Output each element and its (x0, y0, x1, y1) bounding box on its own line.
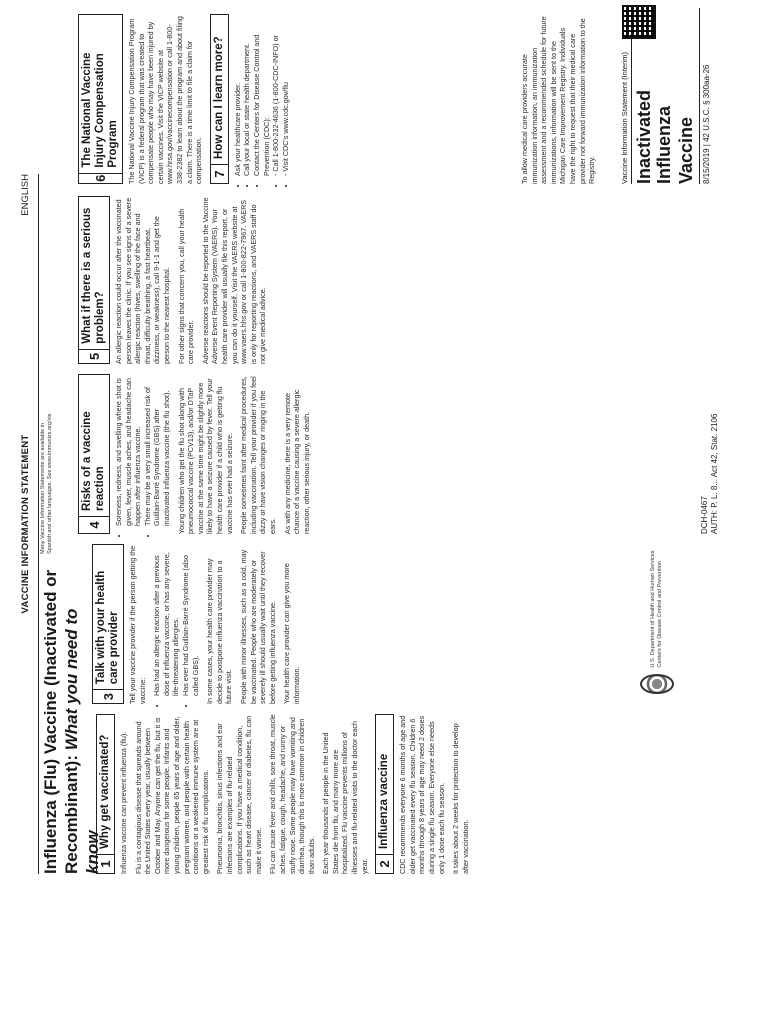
paragraph: CDC recommends everyone 6 months of age and older get vaccinated every flu season. Children 6 months through 8 years of age may need 2 doses during a single flu season. Everyone else needs only 1 dose each flu season. (398, 715, 446, 874)
paragraph: In some cases, your health care provider may decide to postpone influenza vaccination to a future visit. (205, 558, 234, 704)
header-bar (16, 174, 39, 874)
michigan-registry-note (520, 14, 602, 184)
language-note: Many Vaccine Information Statements are available in Spanish and other languages. See www.immunize.org/vis (40, 413, 53, 554)
section-title: How can I learn more? (212, 36, 225, 159)
list-item: • Ask your healthcare provider. (233, 14, 243, 176)
title-line2-prefix: Recombinant): (62, 750, 81, 874)
authority-line: AUTH: P. L. 8... Act 42, Stat. 2106 (710, 413, 719, 534)
paragraph: An allergic reaction could occur after the vaccinated person leaves the clinic. If you see signs of a severe allergic reaction (hives, swelling of the face and throat, difficulty breathing, a fast heartbeat, dizziness, or weakness), call 9-1-1 and get the person to the nearest hospital. (114, 197, 171, 364)
section-2-heading (375, 714, 394, 874)
paragraph: Each year thousands of people in the United States die from flu, and many more are hospitalized. Flu vaccine prevents millions of illnesses and flu-related visits to the doctor each year. (321, 720, 369, 874)
paragraph: For other signs that concern you, call your health care provider. (176, 208, 196, 364)
column-5 (72, 14, 295, 184)
section-1-heading (96, 714, 115, 874)
list-item: • Has had an allergic reaction after a previous dose of influenza vaccine, or has any severe, life-threatening allergies. (152, 544, 181, 696)
vaccine-name-line2: Vaccine (676, 116, 696, 184)
vaccine-name-line1: Inactivated Influenza (634, 89, 674, 184)
paragraph: People with minor illnesses, such as a cold, may be vaccinated. People who are moderately or severely ill should usually wait until they recover before getting influenza vaccine. (238, 549, 277, 704)
list-item: • - Visit CDC's www.cdc.gov/flu (281, 14, 291, 176)
section-3-heading (92, 544, 124, 704)
list-item: • Call your local or state health department. (242, 14, 252, 176)
document-type: VACCINE INFORMATION STATEMENT (20, 434, 31, 614)
form-codes (700, 334, 720, 534)
list-item: • Soreness, redness, and swelling where shot is given, fever, muscle aches, and headache can happen after influenza vaccine. (114, 374, 143, 526)
title-line1: Influenza (Flu) Vaccine (Inactivated or (41, 569, 60, 874)
list-item: • - Call 1-800-232-4636 (1-800-CDC-INFO) or (271, 14, 281, 176)
section-number: 5 (79, 349, 109, 363)
section-title: Why get vaccinated? (99, 734, 111, 849)
paragraph: People sometimes faint after medical procedures, including vaccination. Tell your provider if you feel dizzy or have vision changes or ringing in the ears. (239, 376, 277, 534)
vis-label: Vaccine Information Statement (Interim) (620, 8, 632, 184)
list-item: • Has ever had Guillain-Barré Syndrome (also called GBS). (181, 544, 200, 696)
column-4 (72, 196, 273, 364)
list-item: • There may be a very small increased risk of Guillain-Barré Syndrome (GBS) after inactivated influenza vaccine (the flu shot). (143, 374, 172, 526)
section-title: Influenza vaccine (378, 753, 391, 849)
column-1 (90, 714, 475, 874)
qr-code-icon (622, 5, 656, 39)
section-title: Talk with your health care provider (95, 570, 120, 685)
paragraph: The National Vaccine Injury Compensation Program (VICP) is a federal program that was created to compensate people who may have been injured by certain vaccines. Visit the VICP website at www.hrsa.gov/vaccinecompensation or call 1-800-338-2382 to learn about the program and about filing a claim. There is a time limit to file a claim for compensation. (127, 16, 204, 184)
column-3 (72, 374, 316, 534)
section-number: 1 (97, 854, 114, 873)
paragraph: Adverse reactions should be reported to the Vaccine Adverse Event Reporting System (VAERS). Your health care provider will usually file this report, or you can do it yourself. Visit the VAERS website at www.vaers.hhs.gov or call 1-800-822-7967. VAERS is only for reporting reactions, and VAERS staff do not give medical advice. (200, 197, 268, 364)
paragraph: Your health care provider can give you more information. (282, 563, 301, 704)
section-number: 3 (93, 689, 123, 703)
paragraph: Flu can cause fever and chills, sore throat, muscle aches, fatigue, cough, headache, and runny or stuffy nose. Some people may have vomiting and diarrhea, though this is more common in children than adults. (268, 714, 316, 874)
language-label: ENGLISH (20, 174, 31, 216)
hhs-cdc-logo (640, 544, 674, 694)
date-citation: 8/15/2019 | 42 U.S.C. § 300aa-26 (699, 8, 712, 184)
section-number: 4 (79, 516, 109, 533)
paragraph: Pneumonia, bronchitis, sinus infections and ear infections are examples of flu-related complications. If you have a medical condition, such as heart disease, cancer or diabetes, flu can make it worse. (215, 715, 263, 874)
paragraph: Flu is a contagious disease that spreads around the United States every year, usually between October and May. Anyone can get the flu, but it is more dangerous for some people. Infants and young children, people 65 years of age and older, pregnant women, and people with certain health conditions or a weakened immune system are at greatest risk of flu complications. (133, 716, 210, 874)
cdc-seal-icon (640, 674, 674, 694)
section-title: Risks of a vaccine reaction (81, 411, 106, 512)
column-2 (86, 544, 307, 704)
section-number: 6 (79, 173, 122, 183)
section-number: 2 (376, 854, 393, 873)
section-6-heading (78, 14, 123, 184)
paragraph: Influenza vaccine can prevent influenza (flu). (119, 731, 128, 874)
section-title: What if there is a serious problem? (81, 207, 106, 344)
paragraph: To allow medical care providers accurate immunization information, an immunization assessment and a recommended schedule for future immunizations, information will be sent to the Michigan Care Improvement Registry. Individuals have the right to request that their medical care provider not forward immunization information to the Registry. (520, 16, 597, 184)
dch-code: DCH-0467 (700, 496, 709, 534)
title-line2-italic: What you need to know (62, 608, 102, 874)
section-7-heading (210, 14, 229, 184)
section-5-heading (78, 196, 110, 364)
paragraph: Tell your vaccine provider if the person getting the vaccine: (128, 545, 147, 704)
logo-text: U.S. Department of Health and Human Services Centers for Disease Control and Prevention (650, 550, 663, 668)
section-title: The National Vaccine Injury Compensation Program (81, 52, 119, 168)
section-4-heading (78, 374, 110, 534)
bullet-list (152, 544, 200, 704)
list-item: • Contact the Centers for Disease Control and Prevention (CDC): (252, 14, 271, 176)
paragraph: As with any medicine, there is a very remote chance of a vaccine causing a severe allergic reaction, other serious injury, or death. (282, 389, 311, 534)
bullet-list (114, 374, 172, 534)
paragraph: It takes about 2 weeks for protection to develop after vaccination. (451, 723, 470, 874)
bullet-list (233, 14, 291, 184)
paragraph: Young children who get the flu shot along with pneumococcal vaccine (PCV13), and/or DTaP vaccine at the same time might be slightly more likely to have a seizure caused by fever. Tell your health care provider if a child who is getting flu vaccine has ever had a seizure. (176, 378, 234, 534)
section-number: 7 (211, 164, 228, 183)
